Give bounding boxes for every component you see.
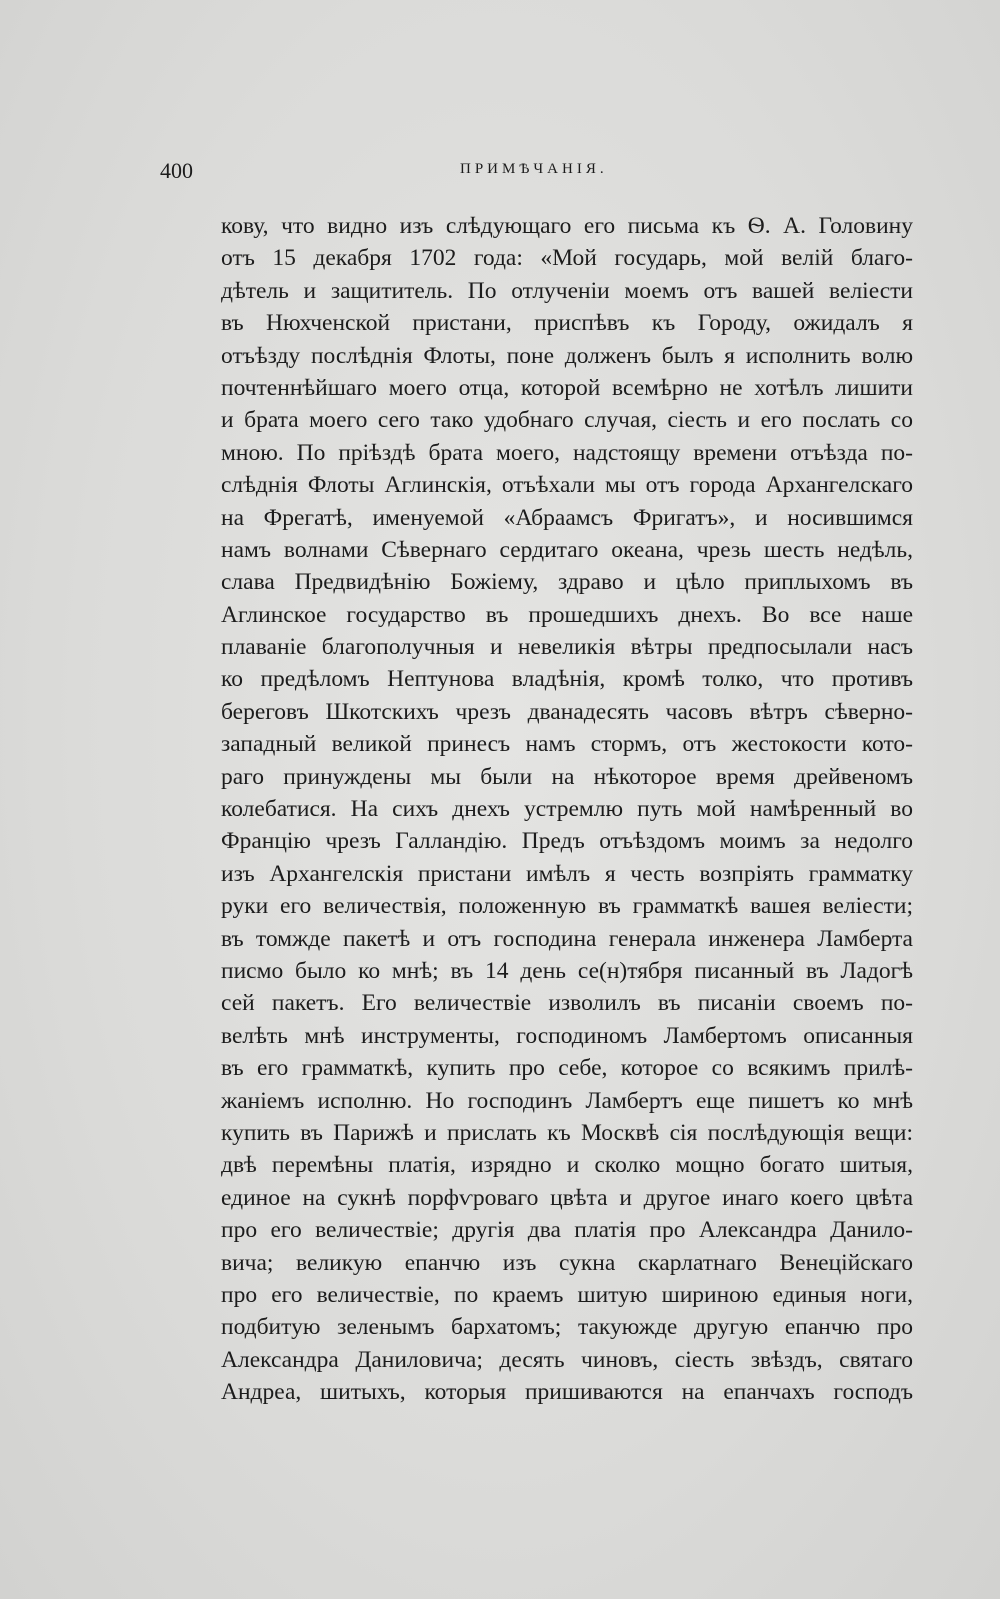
text-line-content: сей пакетъ. Его величествіе изволилъ въ писаніи своемъ по- — [221, 990, 913, 1017]
text-line-content: дѣтель и защититель. По отлученіи моемъ отъ вашей веліести — [221, 277, 913, 304]
text-line-content: про его величествіе, по краемъ шитую шириною единыя ноги, — [221, 1281, 913, 1308]
text-line — [221, 890, 913, 922]
text-line — [221, 1182, 913, 1214]
text-line — [221, 210, 913, 242]
text-line — [221, 566, 913, 598]
text-line — [221, 307, 913, 339]
text-line — [221, 242, 913, 274]
text-line — [221, 275, 913, 307]
text-line-content: изъ Архангелскія пристани имѣлъ я честь возпріять грамматку — [221, 860, 913, 887]
text-line-content: двѣ перемѣны платія, изрядно и сколко мощно богато шитыя, — [221, 1152, 913, 1179]
text-line-content: Францію чрезъ Галландію. Предъ отъѣздомъ моимъ за недолго — [221, 828, 913, 855]
text-line-content: на Фрегатѣ, именуемой «Абраамсъ Фригатъ», и носившимся — [221, 504, 913, 531]
text-line — [221, 728, 913, 760]
text-line-content: намъ волнами Сѣвернаго сердитаго океана, чрезь шесть недѣль, — [221, 536, 913, 563]
text-line — [221, 437, 913, 469]
text-line-content: жаніемъ исполню. Но господинъ Ламбертъ еще пишетъ ко мнѣ — [221, 1087, 913, 1114]
text-line-content: Александра Даниловича; десять чиновъ, сіесть звѣздъ, святаго — [221, 1346, 913, 1373]
text-line-content: раго принуждены мы были на нѣкоторое время дрейвеномъ — [221, 763, 913, 790]
text-line-content: Аглинское государство въ прошедшихъ днехъ. Во все наше — [221, 601, 913, 628]
text-line — [221, 825, 913, 857]
text-line-content: плаваніе благополучныя и невеликія вѣтры предпосылали насъ — [221, 634, 913, 661]
page-number: 400 — [160, 158, 193, 183]
text-line-content: въ его грамматкѣ, купить про себе, которое со всякимъ прилѣ- — [221, 1055, 913, 1082]
text-line — [221, 502, 913, 534]
text-line-content: про его величествіе; другія два платія про Александра Данило- — [221, 1217, 913, 1244]
text-line-content: ко предѣломъ Нептунова владѣнія, кромѣ толко, что противъ — [221, 666, 913, 693]
text-line — [221, 858, 913, 890]
text-line — [221, 534, 913, 566]
text-line — [221, 923, 913, 955]
text-line — [221, 761, 913, 793]
text-line-content: подбитую зеленымъ бархатомъ; такуюжде другую епанчю про — [221, 1314, 913, 1341]
text-line — [221, 372, 913, 404]
body-text — [221, 210, 913, 1408]
text-line-content: мною. По пріѣздѣ брата моего, надстоящу времени отъѣзда по- — [221, 439, 913, 466]
text-line — [221, 987, 913, 1019]
text-line — [221, 663, 913, 695]
text-line — [221, 1344, 913, 1376]
text-line — [221, 631, 913, 663]
text-line-content: колебатися. На сихъ днехъ устремлю путь мой намѣренный во — [221, 796, 913, 823]
text-line-content: писмо было ко мнѣ; въ 14 день се(н)тября писанный въ Ладогѣ — [221, 957, 913, 984]
text-line — [221, 599, 913, 631]
text-line-content: единое на сукнѣ порфѵроваго цвѣта и другое инаго коего цвѣта — [221, 1184, 913, 1211]
text-line — [221, 1247, 913, 1279]
text-line-content: западный великой принесъ намъ стормъ, отъ жестокости кото- — [221, 731, 913, 758]
text-line-content: руки его величествія, положенную въ грамматкѣ вашея веліести; — [221, 893, 913, 920]
text-line — [221, 404, 913, 436]
text-line-content: почтеннѣйшаго моего отца, которой всемѣрно не хотѣлъ лишити — [221, 374, 913, 401]
text-line-content: отъ 15 декабря 1702 года: «Мой государь, мой велій благо- — [221, 245, 913, 272]
text-line — [221, 1052, 913, 1084]
text-line-content: береговъ Шкотскихъ чрезъ дванадесять часовъ вѣтръ сѣверно- — [221, 698, 913, 725]
text-line-content: купить въ Парижѣ и прислать къ Москвѣ сія послѣдующія вещи: — [221, 1119, 913, 1146]
text-line — [221, 1279, 913, 1311]
text-line — [221, 1214, 913, 1246]
page-header — [160, 158, 860, 188]
text-line — [221, 1376, 913, 1408]
text-line — [221, 469, 913, 501]
text-line-content: отъѣзду послѣднія Флоты, поне долженъ былъ я исполнить волю — [221, 342, 913, 369]
text-line-content: Андреа, шитыхъ, которыя пришиваются на епанчахъ господъ — [221, 1379, 913, 1406]
text-line — [221, 696, 913, 728]
text-line — [221, 955, 913, 987]
text-line — [221, 1020, 913, 1052]
text-line-content: вича; великую епанчю изъ сукна скарлатнаго Венеційскаго — [221, 1249, 913, 1276]
text-line — [221, 1085, 913, 1117]
text-line-content: кову, что видно изъ слѣдующаго его письма къ Ѳ. А. Головину — [221, 213, 913, 239]
text-line — [221, 1149, 913, 1181]
text-line-content: въ Нюхченской пристани, приспѣвъ къ Городу, ожидалъ я — [221, 310, 913, 337]
text-line — [221, 793, 913, 825]
text-line-content: въ томжде пакетѣ и отъ господина генерала инженера Ламберта — [221, 925, 913, 952]
text-line-content: слѣднія Флоты Аглинскія, отъѣхали мы отъ города Архангелскаго — [221, 472, 913, 499]
text-line — [221, 340, 913, 372]
running-head: ПРИМѢЧАНІЯ. — [460, 161, 608, 177]
text-line-content: велѣть мнѣ инструменты, господиномъ Ламбертомъ описанныя — [221, 1022, 913, 1049]
text-line — [221, 1311, 913, 1343]
text-line-content: и брата моего сего тако удобнаго случая, сіесть и его послать со — [221, 407, 913, 434]
text-line — [221, 1117, 913, 1149]
text-line-content: слава Предвидѣнію Божіему, здраво и цѣло приплыхомъ въ — [221, 569, 913, 596]
